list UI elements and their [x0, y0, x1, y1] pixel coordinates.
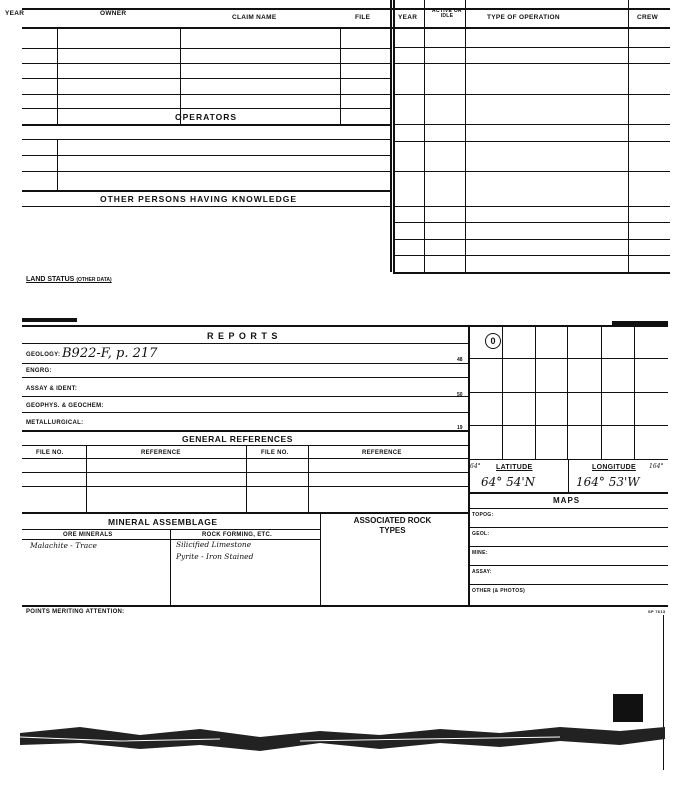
longitude-label: LONGITUDE [592, 464, 636, 471]
lon-suffix: 164° [649, 463, 664, 470]
col-year: YEAR [5, 10, 25, 17]
col-file-no: FILE NO. [36, 450, 64, 456]
col-claim-name: CLAIM NAME [232, 14, 277, 21]
col-crew: CREW [637, 14, 659, 21]
reports-heading: R E P O R T S [207, 331, 279, 341]
maps-heading: MAPS [553, 496, 581, 505]
col-reference-2: REFERENCE [362, 450, 402, 456]
engrg-label: ENGRG: [26, 368, 52, 374]
col-reference: REFERENCE [141, 450, 181, 456]
land-status-label: LAND STATUS (OTHER DATA) [26, 276, 112, 283]
associated-rock-types-heading: ASSOCIATED ROCK TYPES [353, 516, 432, 535]
ore-minerals-value: Malachite - Trace [30, 541, 97, 550]
operators-heading: OPERATORS [175, 112, 238, 122]
mineral-assemblage-heading: MINERAL ASSEMBLAGE [108, 517, 218, 527]
rock-forming-value-2: Pyrite - Iron Stained [176, 552, 254, 561]
col-active-or-idle: ACTIVE OR IDLE [432, 8, 462, 19]
general-references-heading: GENERAL REFERENCES [182, 434, 293, 444]
maps-mine: MINE: [472, 550, 488, 556]
col-type-of-operation: TYPE OF OPERATION [487, 14, 560, 21]
col-file-no-2: FILE NO. [261, 450, 289, 456]
maps-geol: GEOL: [472, 531, 490, 537]
geology-num: 48 [457, 357, 463, 363]
grid-mark: 0 [485, 333, 501, 349]
maps-other: OTHER (& PHOTOS) [472, 588, 526, 594]
assay-num: 50 [457, 392, 463, 398]
geophys-label: GEOPHYS. & GEOCHEM: [26, 403, 104, 409]
rock-forming-label: ROCK FORMING, ETC. [202, 532, 273, 538]
assay-ident-label: ASSAY & IDENT: [26, 386, 78, 392]
longitude-value: 164° 53'W [576, 475, 640, 489]
points-meriting-attention-label: POINTS MERITING ATTENTION: [26, 609, 125, 615]
form-number: SP 7613 [648, 609, 666, 614]
geology-label: GEOLOGY: [26, 352, 61, 358]
metallurgical-num: 19 [457, 425, 463, 431]
other-persons-heading: OTHER PERSONS HAVING KNOWLEDGE [100, 194, 298, 204]
geology-value: B922-F, p. 217 [62, 346, 158, 361]
ore-minerals-label: ORE MINERALS [63, 532, 113, 538]
latitude-value: 64° 54'N [481, 475, 536, 489]
latitude-label: LATITUDE [496, 464, 533, 471]
metallurgical-label: METALLURGICAL: [26, 420, 84, 426]
rock-forming-value-1: Silicified Limestone [176, 540, 252, 549]
maps-assay: ASSAY: [472, 569, 492, 575]
col-owner: OWNER [100, 10, 127, 17]
lat-prefix: 64° [470, 463, 481, 470]
col-file: FILE [355, 14, 371, 21]
scan-noise [0, 715, 678, 775]
maps-topog: TOPOG: [472, 512, 494, 518]
col-year-2: YEAR [398, 14, 418, 21]
